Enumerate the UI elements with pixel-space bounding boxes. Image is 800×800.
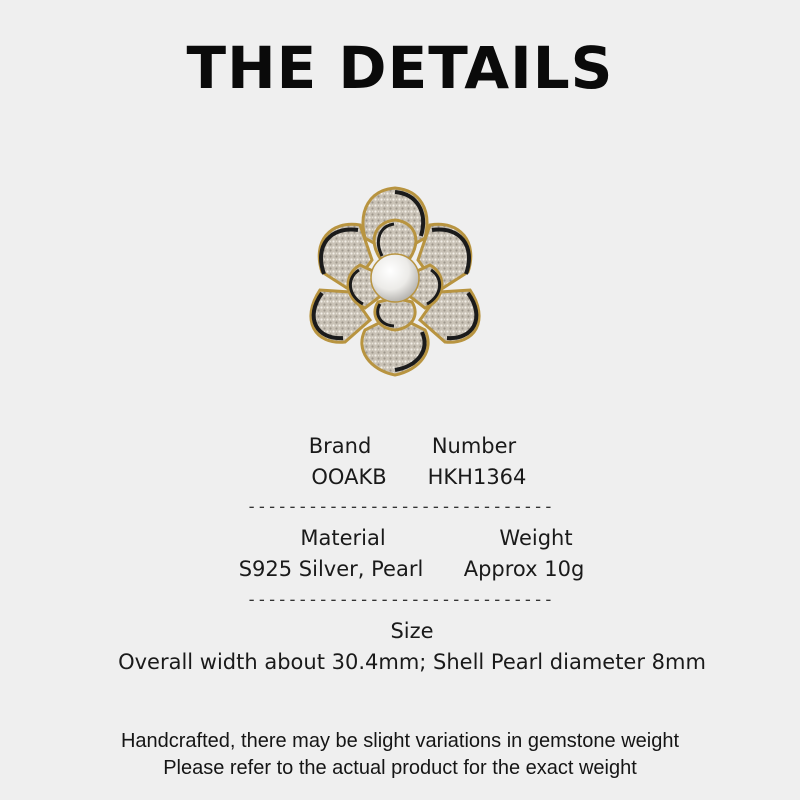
flower-brooch-icon	[290, 180, 500, 380]
disclaimer-line-1: Handcrafted, there may be slight variations in gemstone weight	[120, 730, 680, 752]
size-value: Overall width about 30.4mm; Shell Pearl diameter 8mm	[118, 650, 706, 674]
divider: ------------------------------	[246, 590, 554, 610]
material-value: S925 Silver, Pearl	[238, 557, 424, 581]
weight-label: Weight	[499, 526, 573, 550]
number-value: HKH1364	[427, 465, 527, 489]
brand-value: OOAKB	[311, 465, 387, 489]
size-label: Size	[390, 619, 434, 643]
disclaimer-line-2: Please refer to the actual product for the exact weight	[163, 757, 637, 779]
page-title: THE DETAILS	[186, 34, 614, 102]
weight-value: Approx 10g	[463, 557, 585, 581]
material-label: Material	[300, 526, 386, 550]
number-label: Number	[431, 434, 517, 458]
brand-label: Brand	[308, 434, 372, 458]
divider: ------------------------------	[246, 497, 554, 517]
